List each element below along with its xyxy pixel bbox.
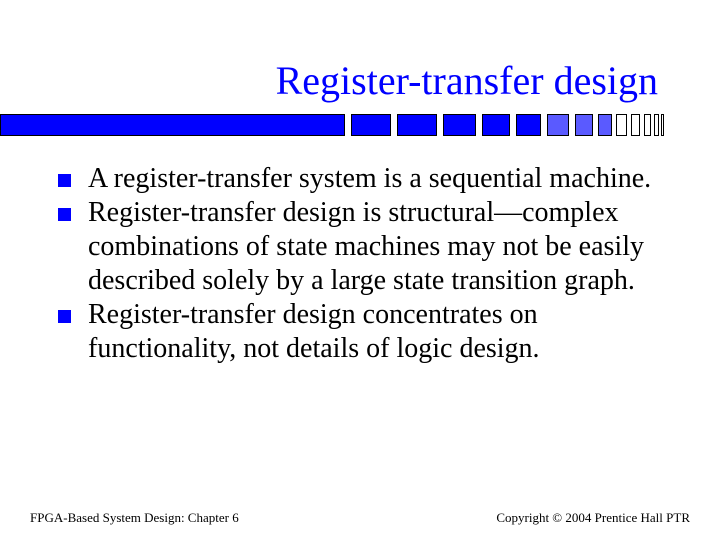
bullet-item [58,196,658,298]
bar-segment [516,114,541,136]
bar-segment [644,114,651,136]
square-bullet-icon [58,310,71,323]
footer-copyright: Copyright © 2004 Prentice Hall PTR [496,510,690,525]
bar-segment [482,114,510,136]
bullet-list [58,162,658,366]
bullet-item [58,162,658,196]
bullet-text: Register-transfer design concentrates on functionality, not details of logic design. [88,299,540,364]
bar-segment [616,114,627,136]
bar-segment [654,114,659,136]
bullet-item [58,298,658,366]
bar-segment [575,114,593,136]
bullet-text: A register-transfer system is a sequential machine. [88,163,652,194]
bar-segment [598,114,612,136]
slide-title: Register-transfer design [275,58,658,103]
bar-segment [547,114,569,136]
bar-segment [631,114,640,136]
square-bullet-icon [58,174,71,187]
square-bullet-icon [58,208,71,221]
bar-segment [443,114,476,136]
title-underline-bar [0,114,665,138]
bar-segment [0,114,345,136]
bar-segment [397,114,437,136]
bar-segment [351,114,391,136]
footer-chapter: FPGA-Based System Design: Chapter 6 [30,510,239,525]
bullet-text: Register-transfer design is structural—complex combinations of state machines may not be easily described solely by a large state transition graph. [88,197,644,296]
bar-segment [661,114,664,136]
